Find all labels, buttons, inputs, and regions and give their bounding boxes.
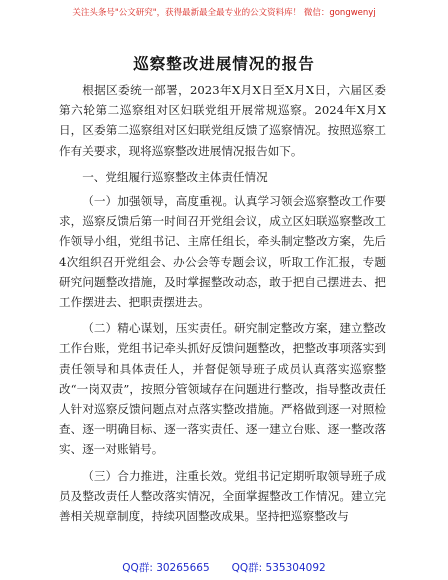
document-body xyxy=(59,80,386,526)
footer-qq-group-2: QQ群: 535304092 xyxy=(231,562,326,574)
intro-paragraph: 根据区委统一部署，2023年X月X日至X月X日，六届区委第六轮第二巡察组对区妇联党组开展常规巡察。2024年X月X日，区委第二巡察组对区妇联党组反馈了巡察情况。按照巡察工作有关要求，现将巡察整改进展情况报告如下。 xyxy=(59,83,386,158)
paragraph-long-term: （三）合力推进，注重长效。党组书记定期听取领导班子成员及整改责任人整改落实情况，全面掌握整改工作情况。建立完善相关规章制度，持续巩固整改成果。坚持把巡察整改与 xyxy=(59,468,386,524)
footer-contact xyxy=(0,560,448,575)
paragraph-responsibility: （二）精心谋划，压实责任。研究制定整改方案，建立整改工作台账，党组书记牵头抓好反馈问题整改，把整改事项落实到责任领导和具体责任人，并督促领导班子成员认真落实巡察整改“一岗双责”，按照分管领域存在问题进行整改，指导整改责任人针对巡察反馈问题点对点落实整改措施。严格做到逐一对照检查、逐一明确目标、逐一落实责任、逐一建立台账、逐一整改落实、逐一对账销号。 xyxy=(59,321,386,457)
section-heading: 一、党组履行巡察整改主体责任情况 xyxy=(82,169,268,184)
footer-qq-group-1: QQ群: 30265665 xyxy=(122,562,210,574)
paragraph-leadership: （一）加强领导，高度重视。认真学习领会巡察整改工作要求，巡察反馈后第一时间召开党组会议，成立区妇联巡察整改工作领导小组，党组书记、主席任组长，牵头制定整改方案，先后4次组织召开党组会、办公会等专题会议，听取工作汇报，专题研究问题整改措施，及时掌握整改动态，敢于把自己摆进去、把工作摆进去、把职责摆进去。 xyxy=(59,194,386,310)
page-title: 巡察整改进展情况的报告 xyxy=(133,55,315,73)
header-banner: 关注头条号"公文研究"，获得最新最全最专业的公文资料库！ 微信：gongwenyj xyxy=(72,8,376,18)
